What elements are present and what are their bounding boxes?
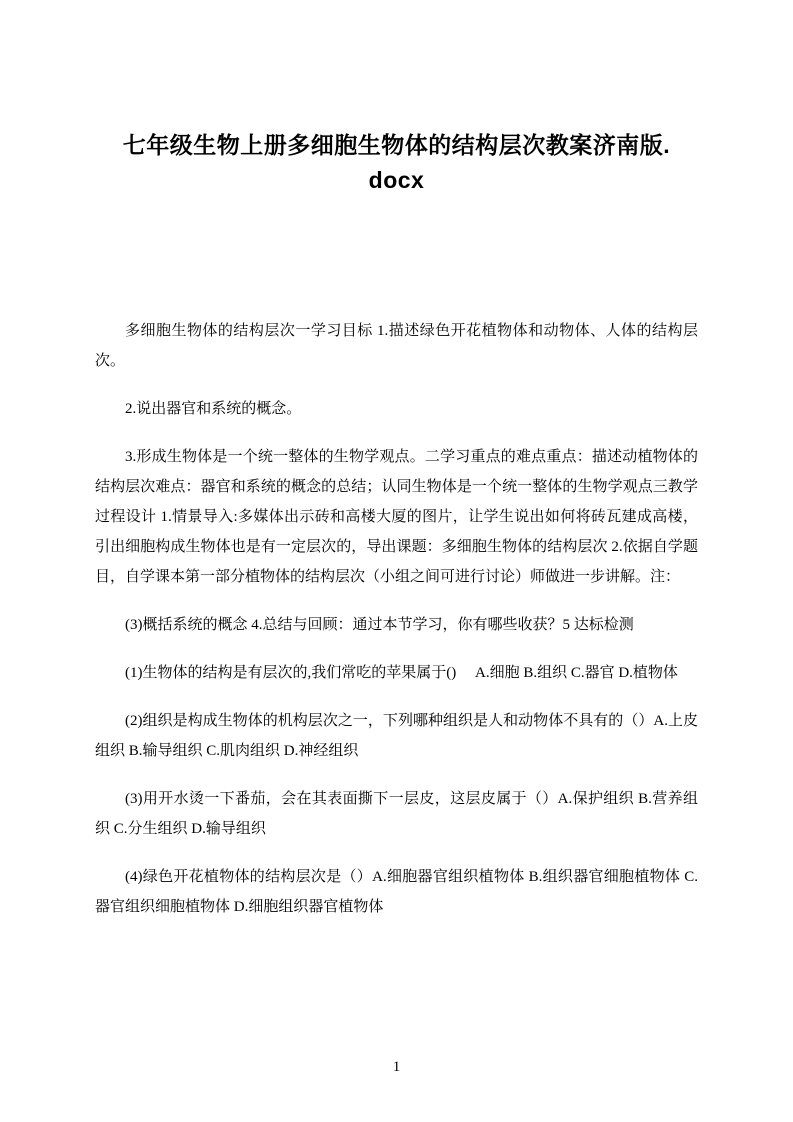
document-paragraph: 多细胞生物体的结构层次一学习目标 1.描述绿色开花植物体和动物体、人体的结构层次。 xyxy=(95,323,698,369)
document-paragraph: (1)生物体的结构是有层次的,我们常吃的苹果属于() A.细胞 B.组织 C.器官 D.植物体 xyxy=(125,665,678,681)
document-paragraph: 3.形成生物体是一个统一整体的生物学观点。二学习重点的难点重点：描述动植物体的结构层次难点：器官和系统的概念的总结；认同生物体是一个统一整体的生物学观点三教学过程设计 1.情景导入:多媒体出示砖和高楼大厦的图片，让学生说出如何将砖瓦建成高楼，引出细胞构成生物体也是有一定层次的，导出课题：多细胞生物体的结构层次 2.依据自学题目，自学课本第一部分植物体的结构层次（小组之间可进行讨论）师做进一步讲解。注： xyxy=(95,449,698,585)
document-paragraph: (4)绿色开花植物体的结构层次是（）A.细胞器官组织植物体 B.组织器官细胞植物体 C.器官组织细胞植物体 D.细胞组织器官植物体 xyxy=(95,869,698,915)
document-title xyxy=(95,0,698,198)
document-body xyxy=(95,316,698,922)
document-title-line1: 七年级生物上册多细胞生物体的结构层次教案济南版. xyxy=(122,132,671,158)
document-paragraph: (3)用开水烫一下番茄，会在其表面撕下一层皮，这层皮属于（）A.保护组织 B.营养组织 C.分生组织 D.输导组织 xyxy=(95,791,698,837)
document-paragraph: (3)概括系统的概念 4.总结与回顾：通过本节学习，你有哪些收获？5 达标检测 xyxy=(125,617,634,633)
document-paragraph: 2.说出器官和系统的概念。 xyxy=(125,401,302,417)
page-number: 1 xyxy=(392,1059,401,1075)
document-title-line2: docx xyxy=(368,167,425,193)
document-paragraph: (2)组织是构成生物体的机构层次之一，下列哪种组织是人和动物体不具有的（）A.上皮组织 B.输导组织 C.肌肉组织 D.神经组织 xyxy=(95,713,698,759)
